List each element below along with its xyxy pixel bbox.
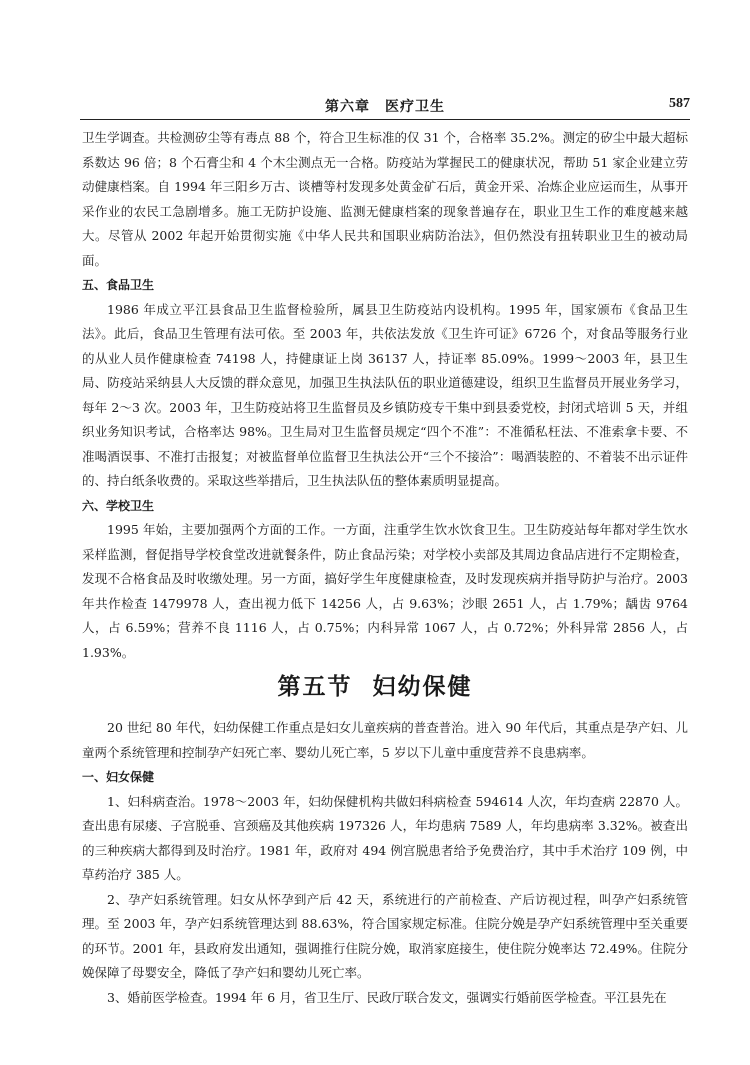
paragraph-school-hygiene: 1995 年始，主要加强两个方面的工作。一方面，注重学生饮水饮食卫生。卫生防疫站每年都对学生饮水采样监测，督促指导学校食堂改进就餐条件，防止食品污染；对学校小卖部及其周边食品店进行不定期检查，发现不合格食品及时收缴处理。另一方面，搞好学生年度健康检查，及时发现疾病并指导防护与治疗。2003 年共作检查 1479978 人，查出视力低下 14256 人，占 9.63%；沙眼 2651 人，占 1.79%；龋齿 9764 人，占 6.59%；营养不良 1116 人，占 0.75%；内科异常 1067 人，占 0.72%；外科异常 2856 人，占 1.93%。 bbox=[82, 522, 688, 660]
paragraph-premarital-exam: 3、婚前医学检查。1994 年 6 月，省卫生厅、民政厅联合发文，强调实行婚前医学检查。平江县先在 bbox=[107, 989, 667, 1005]
paragraph-food-hygiene: 1986 年成立平江县食品卫生监督检验所，属县卫生防疫站内设机构。1995 年，国家颁布《食品卫生法》。此后，食品卫生管理有法可依。至 2003 年，共依法发放《卫生许可证》6726 个，对食品等服务行业的从业人员作健康检查 74198 人，持健康证上岗 36137 人，持证率 85.09%。1999～2003 年，县卫生局、防疫站采纳县人大反馈的群众意见，加强卫生执法队伍的职业道德建设，组织卫生监督员开展业务学习，每年 2～3 次。2003 年，卫生防疫站将卫生监督员及乡镇防疫专干集中到县委党校，封闭式培训 5 天，并组织业务知识考试，合格率达 98%。卫生局对卫生监督员规定“四个不准”：不准循私枉法、不准索拿卡要、不准喝酒误事、不准打击报复；对被监督单位监督卫生执法公开“三个不接洽”：喝酒装腔的、不着装不出示证件的、持白纸条收费的。采取这些举措后，卫生执法队伍的整体素质明显提高。 bbox=[82, 301, 688, 488]
section-name: 妇幼保健 bbox=[372, 674, 473, 700]
text-block-top bbox=[82, 126, 688, 665]
heading-women-health: 一、妇女保健 bbox=[82, 770, 155, 784]
page-number: 587 bbox=[669, 96, 690, 111]
paragraph-occupational-health: 卫生学调查。共检测矽尘等有毒点 88 个，符合卫生标准的仅 31 个，合格率 35.2%。测定的矽尘中最大超标系数达 96 倍；8 个石膏尘和 4 个木尘测点无一合格。防疫站为掌握民工的健康状况，帮助 51 家企业建立劳动健康档案。自 1994 年三阳乡万古、谈槽等村发现多处黄金矿石后，黄金开采、冶炼企业应运而生，从事开采作业的农民工急剧增多。施工无防护设施、监测无健康档案的现象普遍存在，职业卫生工作的难度越来越大。尽管从 2002 年起开始贯彻实施《中华人民共和国职业病防治法》，但仍然没有扭转职业卫生的被动局面。 bbox=[82, 130, 688, 268]
section-number: 第五节 bbox=[277, 674, 353, 700]
paragraph-mch-intro: 20 世纪 80 年代，妇幼保健工作重点是妇女儿童疾病的普查普治。进入 90 年代后，其重点是孕产妇、儿童两个系统管理和控制孕产妇死亡率、婴幼儿死亡率，5 岁以下儿童中重度营养不良患病率。 bbox=[82, 720, 688, 760]
chapter-title: 第六章 医疗卫生 bbox=[325, 99, 445, 115]
running-header bbox=[80, 96, 690, 118]
section-title bbox=[0, 668, 750, 701]
header-rule bbox=[80, 119, 690, 120]
paragraph-maternal-management: 2、孕产妇系统管理。妇女从怀孕到产后 42 天，系统进行的产前检查、产后访视过程，叫孕产妇系统管理。至 2003 年，孕产妇系统管理达到 88.63%，符合国家规定标准。住院分娩是孕产妇系统管理中至关重要的环节。2001 年，县政府发出通知，强调推行住院分娩，取消家庭接生，使住院分娩率达 72.49%。住院分娩保障了母婴安全，降低了孕产妇和婴幼儿死亡率。 bbox=[82, 891, 688, 980]
text-block-bottom bbox=[82, 716, 688, 1010]
heading-food-hygiene: 五、食品卫生 bbox=[82, 278, 155, 292]
paragraph-gynecology: 1、妇科病查治。1978～2003 年，妇幼保健机构共做妇科病检查 594614 人次，年均查病 22870 人。查出患有尿瘘、子宫脱垂、宫颈癌及其他疾病 197326 人，年均患病 7589 人，年均患病率 3.32%。被查出的三种疾病大都得到及时治疗。1981 年，政府对 494 例宫脱患者给予免费治疗，其中手术治疗 109 例，中草药治疗 385 人。 bbox=[82, 793, 688, 882]
heading-school-hygiene: 六、学校卫生 bbox=[82, 498, 155, 513]
